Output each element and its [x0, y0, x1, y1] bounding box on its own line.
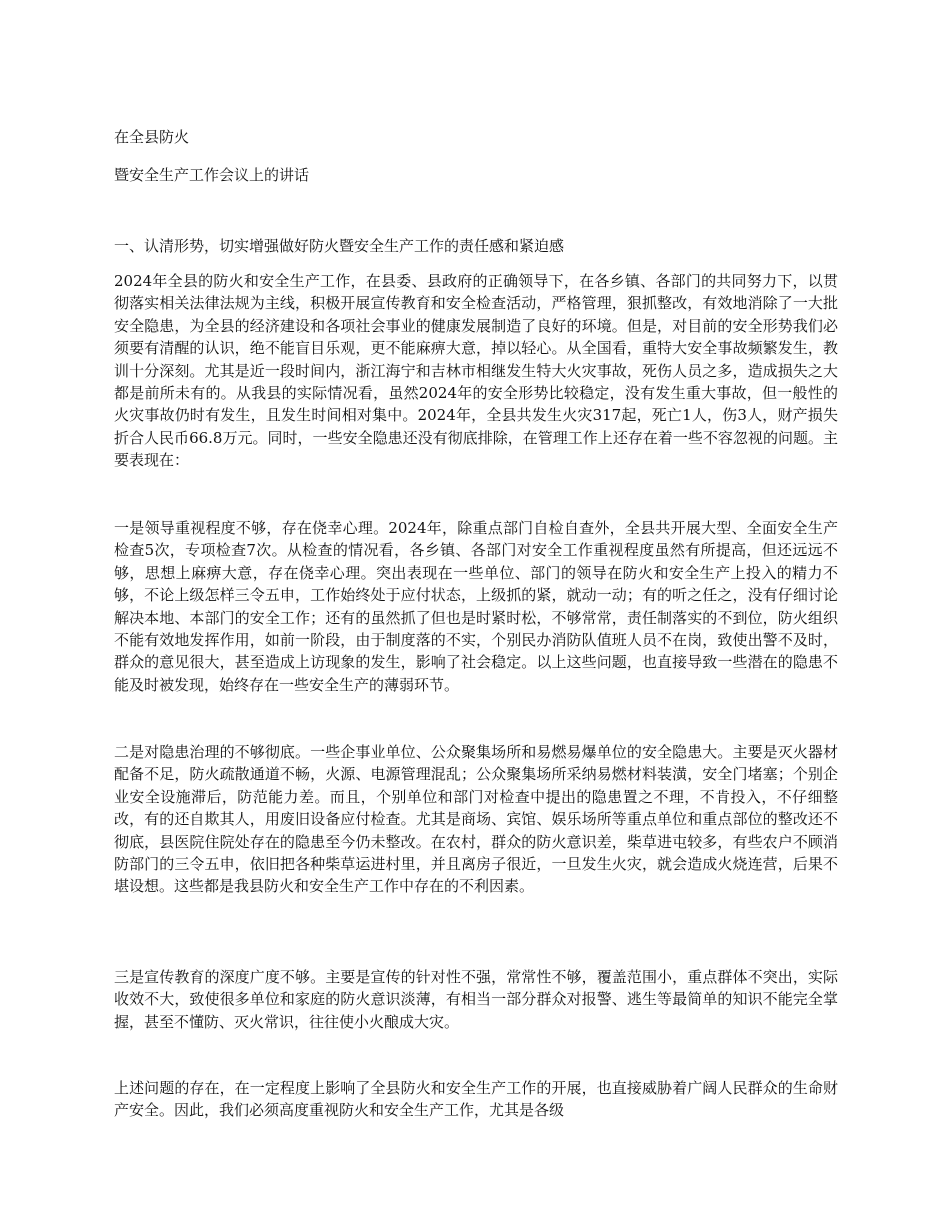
- document-title-line-1: 在全县防火: [114, 128, 190, 146]
- paragraph-hazard-remediation: 二是对隐患治理的不够彻底。一些企事业单位、公众聚集场所和易燃易爆单位的安全隐患大。主要是灭火器材配备不足，防火疏散通道不畅，火源、电源管理混乱；公众聚集场所采纳易燃材料装潢，安全门堵塞；个别企业安全设施滞后，防范能力差。而且，个别单位和部门对检查中提出的隐患置之不理，不肯投入，不仔细整改，有的还自欺其人，用废旧设备应付检查。尤其是商场、宾馆、娱乐场所等重点单位和重点部位的整改还不彻底，县医院住院处存在的隐患至今仍未整改。在农村，群众的防火意识差，柴草进屯较多，有些农户不顾消防部门的三令五申，依旧把各种柴草运进村里，并且离房子很近，一旦发生火灾，就会造成火烧连营，后果不堪设想。这些都是我县防火和安全生产工作中存在的不利因素。: [114, 743, 838, 896]
- document-title-line-2: 暨安全生产工作会议上的讲话: [114, 166, 310, 184]
- paragraph-leadership-issue: 一是领导重视程度不够，存在侥幸心理。2024年，除重点部门自检自查外，全县共开展大型、全面安全生产检查5次，专项检查7次。从检查的情况看，各乡镇、各部门对安全工作重视程度虽然有所提高，但还远远不够，思想上麻痹大意，存在侥幸心理。突出表现在一些单位、部门的领导在防火和安全生产上投入的精力不够，不论上级怎样三令五申，工作始终处于应付状态，上级抓的紧，就动一动；有的听之任之，没有仔细讨论解决本地、本部门的安全工作；还有的虽然抓了但也是时紧时松，不够常常，责任制落实的不到位，防火组织不能有效地发挥作用，如前一阶段，由于制度落的不实，个别民办消防队值班人员不在岗，致使出警不及时，群众的意见很大，甚至造成上访现象的发生，影响了社会稳定。以上这些问题，也直接导致一些潜在的隐患不能及时被发现，始终存在一些安全生产的薄弱环节。: [114, 519, 838, 694]
- paragraph-publicity-education: 三是宣传教育的深度广度不够。主要是宣传的针对性不强，常常性不够，覆盖范围小，重点群体不突出，实际收效不大，致使很多单位和家庭的防火意识淡薄，有相当一部分群众对报警、逃生等最简单的知识不能完全掌握，甚至不懂防、灭火常识，往往使小火酿成大灾。: [114, 968, 838, 1031]
- section-1-heading: 一、认清形势，切实增强做好防火暨安全生产工作的责任感和紧迫感: [114, 237, 565, 255]
- paragraph-situation-overview: 2024年全县的防火和安全生产工作，在县委、县政府的正确领导下，在各乡镇、各部门的共同努力下，以贯彻落实相关法律法规为主线，积极开展宣传教育和安全检查活动，严格管理，狠抓整改，有效地消除了一大批安全隐患，为全县的经济建设和各项社会事业的健康发展制造了良好的环境。但是，对目前的安全形势我们必须要有清醒的认识，绝不能盲目乐观，更不能麻痹大意，掉以轻心。从全国看，重特大安全事故频繁发生，教训十分深刻。尤其是近一段时间内，浙江海宁和吉林市相继发生特大火灾事故，死伤人员之多，造成损失之大都是前所未有的。从我县的实际情况看，虽然2024年的安全形势比较稳定，没有发生重大事故，但一般性的火灾事故仍时有发生，且发生时间相对集中。2024年，全县共发生火灾317起，死亡1人，伤3人，财产损失折合人民币66.8万元。同时，一些安全隐患还没有彻底排除，在管理工作上还存在着一些不容忽视的问题。主要表现在：: [114, 272, 838, 470]
- paragraph-conclusion: 上述问题的存在，在一定程度上影响了全县防火和安全生产工作的开展，也直接威胁着广阔人民群众的生命财产安全。因此，我们必须高度重视防火和安全生产工作，尤其是各级: [114, 1079, 838, 1120]
